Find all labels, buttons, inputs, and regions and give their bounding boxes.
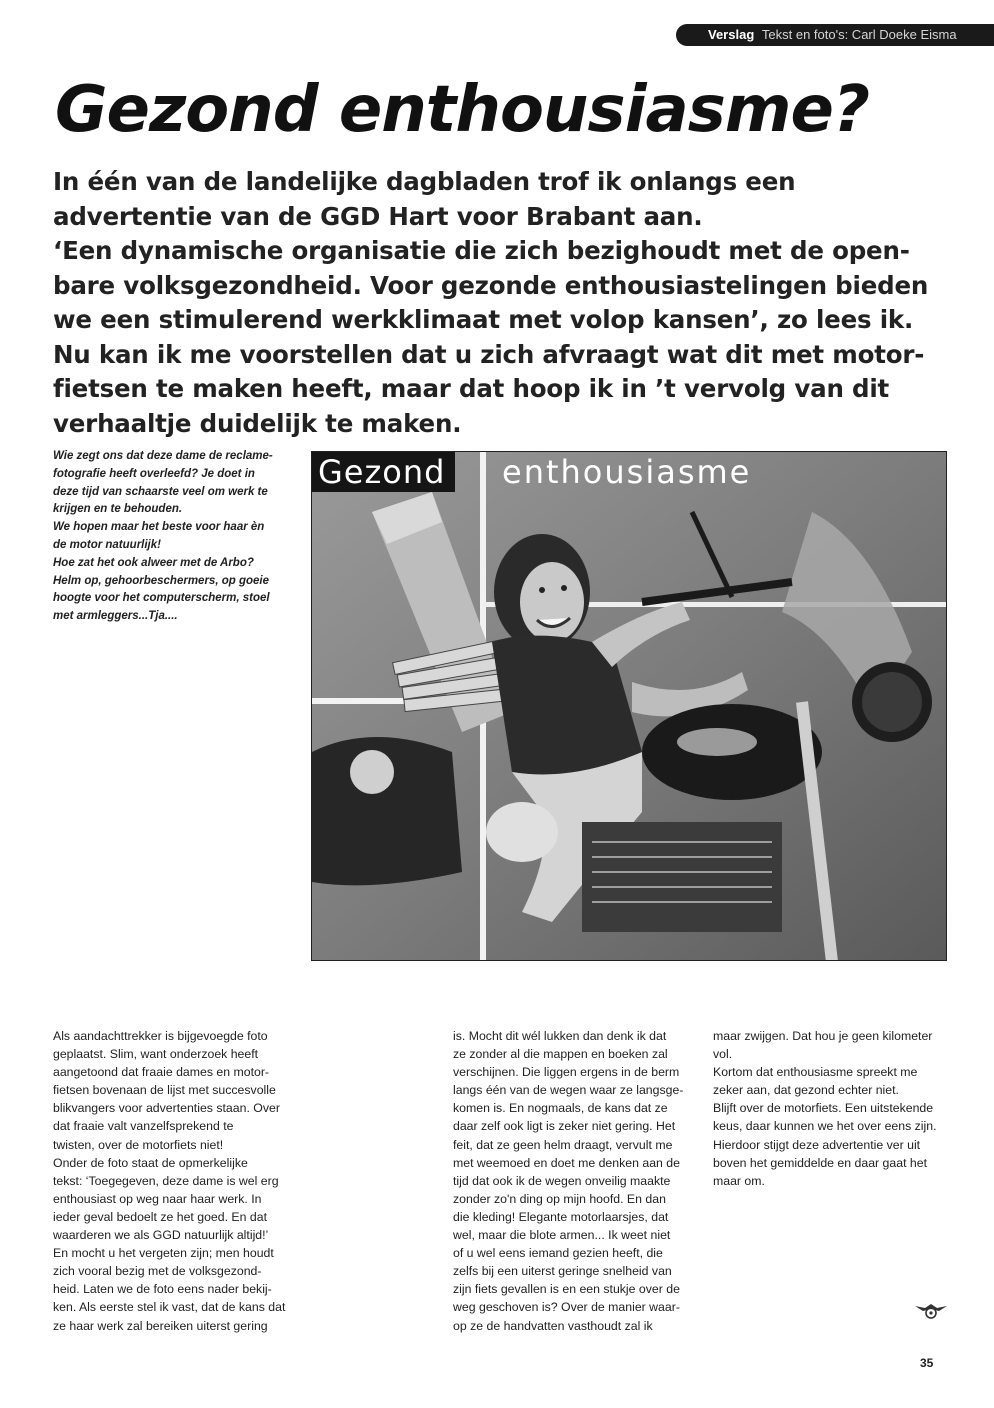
body-line: ze zonder al die mappen en boeken zal <box>453 1047 668 1062</box>
body-line: vol. <box>713 1047 733 1062</box>
body-line: die kleding! Elegante motorlaarsjes, dat <box>453 1209 669 1224</box>
photo-title-light-part: enthousiasme <box>502 453 752 491</box>
photo-caption <box>53 448 283 626</box>
lead-paragraph <box>53 165 953 441</box>
body-line: tijd dat ook ik de wegen onveilig maakte <box>453 1173 671 1188</box>
body-line: met weemoed en doet me denken aan de <box>453 1155 680 1170</box>
body-line: twisten, over de motorfiets niet! <box>53 1137 224 1152</box>
body-line: zonder zo'n ding op mijn hoofd. En dan <box>453 1191 666 1206</box>
page-number: 35 <box>920 1356 934 1370</box>
body-line: Blijft over de motorfiets. Een uitstekende <box>713 1101 934 1116</box>
caption-line: Helm op, gehoorbeschermers, op goeie <box>53 574 269 587</box>
lead-line: verhaaltje duidelijk te maken. <box>53 408 462 438</box>
body-line: fietsen bovenaan de lijst met succesvolle <box>53 1083 276 1098</box>
body-line: wel, maar die blote armen... Ik weet niet <box>453 1228 671 1243</box>
motorcycle-photo-illustration <box>312 452 947 961</box>
body-line: weg geschoven is? Over de manier waar- <box>453 1300 680 1315</box>
section-header <box>676 24 994 46</box>
body-line: zelfs bij een uiterst geringe snelheid van <box>453 1264 672 1279</box>
caption-line: met armleggers...Tja.... <box>53 610 178 623</box>
caption-line: fotografie heeft overleefd? Je doet in <box>53 467 255 480</box>
body-line: is. Mocht dit wél lukken dan denk ik dat <box>453 1029 667 1043</box>
photo-title-dark-part: Gezond <box>312 452 455 492</box>
body-line: Onder de foto staat de opmerkelijke <box>53 1155 248 1170</box>
body-line: komen is. En nogmaals, de kans dat ze <box>453 1101 668 1116</box>
author-credit: Tekst en foto's: Carl Doeke Eisma <box>761 27 957 42</box>
body-line: dat fraaie valt vanzelfsprekend te <box>53 1119 234 1134</box>
body-line: ken. Als eerste stel ik vast, dat de kans dat <box>53 1300 286 1315</box>
body-column-2 <box>453 1027 688 1335</box>
body-line: heid. Laten we de foto eens nader bekij- <box>53 1282 272 1297</box>
body-line: Hierdoor stijgt deze advertentie ver uit <box>713 1137 921 1152</box>
lead-line: advertentie van de GGD Hart voor Brabant aan. <box>53 201 703 231</box>
caption-line: de motor natuurlijk! <box>53 538 161 551</box>
caption-line: deze tijd van schaarste veel om werk te <box>53 485 268 498</box>
article-title: Gezond enthousiasme? <box>55 73 869 147</box>
body-line: blikvangers voor advertenties staan. Over <box>53 1101 280 1116</box>
article-photo <box>311 451 947 961</box>
body-line: ze haar werk zal bereiken uiterst gering <box>53 1318 268 1333</box>
body-line: verschijnen. Die liggen ergens in de berm <box>453 1065 680 1080</box>
motorcycle-emblem-icon <box>913 1300 949 1320</box>
body-column-1 <box>53 1027 288 1335</box>
body-line: langs één van de wegen waar ze langsge- <box>453 1083 684 1098</box>
caption-line: hoogte voor het computerscherm, stoel <box>53 592 270 605</box>
body-line: feit, dat ze geen helm draagt, vervult me <box>453 1137 673 1152</box>
body-line: zich vooral bezig met de volksgezond- <box>53 1264 262 1279</box>
caption-line: We hopen maar het beste voor haar èn <box>53 521 265 534</box>
lead-line: bare volksgezondheid. Voor gezonde enthousiastelingen bieden <box>53 270 929 300</box>
body-line: enthousiast op weg naar haar werk. In <box>53 1191 262 1206</box>
body-line: tekst: ‘Toegegeven, deze dame is wel erg <box>53 1173 279 1188</box>
caption-line: Wie zegt ons dat deze dame de reclame- <box>53 450 273 462</box>
section-label: Verslag <box>708 27 755 42</box>
body-line: of u wel eens iemand gezien heeft, die <box>453 1246 663 1261</box>
body-line: daar zelf ook ligt is zeker niet gering. Het <box>453 1119 676 1134</box>
lead-line: fietsen te maken heeft, maar dat hoop ik in ’t vervolg van dit <box>53 374 890 403</box>
body-line: Kortom dat enthousiasme spreekt me <box>713 1065 918 1080</box>
body-line: ieder geval bedoelt ze het goed. En dat <box>53 1209 267 1224</box>
body-line: boven het gemiddelde en daar gaat het <box>713 1155 927 1170</box>
body-line: maar om. <box>713 1173 765 1188</box>
body-line: geplaatst. Slim, want onderzoek heeft <box>53 1047 259 1062</box>
lead-line: Nu kan ik me voorstellen dat u zich afvraagt wat dit met motor- <box>53 339 925 369</box>
caption-line: krijgen en te behouden. <box>53 503 183 516</box>
body-column-3 <box>713 1027 948 1190</box>
body-line: En mocht u het vergeten zijn; men houdt <box>53 1246 274 1261</box>
body-line: Als aandachttrekker is bijgevoegde foto <box>53 1029 268 1043</box>
body-line: aangetoond dat fraaie dames en motor- <box>53 1065 270 1080</box>
caption-line: Hoe zat het ook alweer met de Arbo? <box>53 556 254 569</box>
body-line: maar zwijgen. Dat hou je geen kilometer <box>713 1029 933 1043</box>
body-line: zijn fiets gevallen is en een stukje over de <box>453 1282 680 1297</box>
body-line: waarderen we als GGD natuurlijk altijd!’ <box>53 1228 269 1243</box>
body-line: op ze de handvatten vasthoudt zal ik <box>453 1318 653 1333</box>
lead-line: we een stimulerend werkklimaat met volop kansen’, zo lees ik. <box>53 305 914 334</box>
lead-line: ‘Een dynamische organisatie die zich bezighoudt met de open- <box>53 236 910 265</box>
lead-line: In één van de landelijke dagbladen trof ik onlangs een <box>53 167 796 196</box>
body-line: zeker aan, dat gezond echter niet. <box>713 1083 899 1098</box>
body-line: keus, daar kunnen we het over eens zijn. <box>713 1119 937 1134</box>
